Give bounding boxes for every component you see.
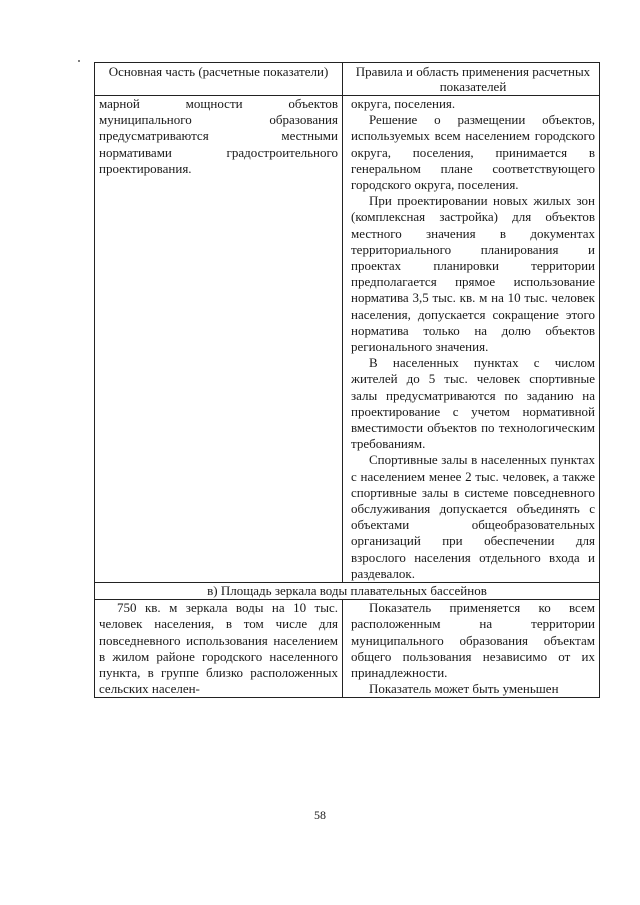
header-col-rules: Правила и область применения расчетных показателей [355, 64, 591, 94]
section-heading-row [95, 583, 599, 600]
cell-indicator-text [95, 600, 343, 697]
table-row-pools [95, 600, 599, 698]
cell-rules-text [343, 96, 599, 582]
rules-paragraph-4: В населенных пунктах с числом жителей до 5 тыс. человек спортивные залы предусматриваются по заданию на проектирование с учетом нормативной вместимости объектов по технологическим требованиям. [351, 355, 595, 452]
section-heading-pools: в) Площадь зеркала воды плавательных бассейнов [207, 583, 487, 599]
cell-rules-text [343, 600, 599, 697]
standards-table [94, 62, 600, 698]
page-number: 58 [314, 808, 326, 822]
scan-speck [78, 60, 80, 62]
table-header-row [95, 63, 599, 96]
rules-paragraph-2: Решение о размещении объектов, используемых всем населением городского округа, поселения, принимается в генеральном плане соответствующего городского округа, поселения. [351, 112, 595, 193]
rules-paragraph-2: Показатель может быть уменьшен [369, 681, 559, 697]
rules-paragraph-1: округа, поселения. [351, 96, 456, 111]
rules-paragraph-1: Показатель применяется ко всем расположенным на территории муниципального образования объектам общего пользования независимо от их принадлежности. [351, 600, 595, 680]
cell-indicator-text [95, 96, 343, 582]
rules-paragraph-3: При проектировании новых жилых зон (комплексная застройка) для объектов местного значения в документах территориального планирования и проектах планировки территории предполагается прямое использование норматива 3,5 тыс. кв. м на 10 тыс. человек населения, допускается сокращение этого норматива только на долю объектов регионального значения. [351, 193, 595, 355]
table-row-sports-halls [95, 96, 599, 583]
header-col-main: Основная часть (расчетные показатели) [95, 63, 343, 95]
rules-paragraph-5: Спортивные залы в населенных пунктах с населением менее 2 тыс. человек, а также спортивные залы в системе повседневного обслуживания допускается объединять с объектами общеобразовательных организаций при обеспечении для взрослого населения отдельного входа и раздевалок. [351, 452, 595, 581]
indicator-paragraph: марной мощности объектов муниципального образования предусматриваются местными нормативами градостроительного проектирования. [99, 96, 338, 176]
indicator-paragraph: 750 кв. м зеркала воды на 10 тыс. человек населения, в том числе для повседневного использования населением в жилом районе городского населенного пункта, в группе близко расположенных сельских населен- [99, 600, 338, 697]
